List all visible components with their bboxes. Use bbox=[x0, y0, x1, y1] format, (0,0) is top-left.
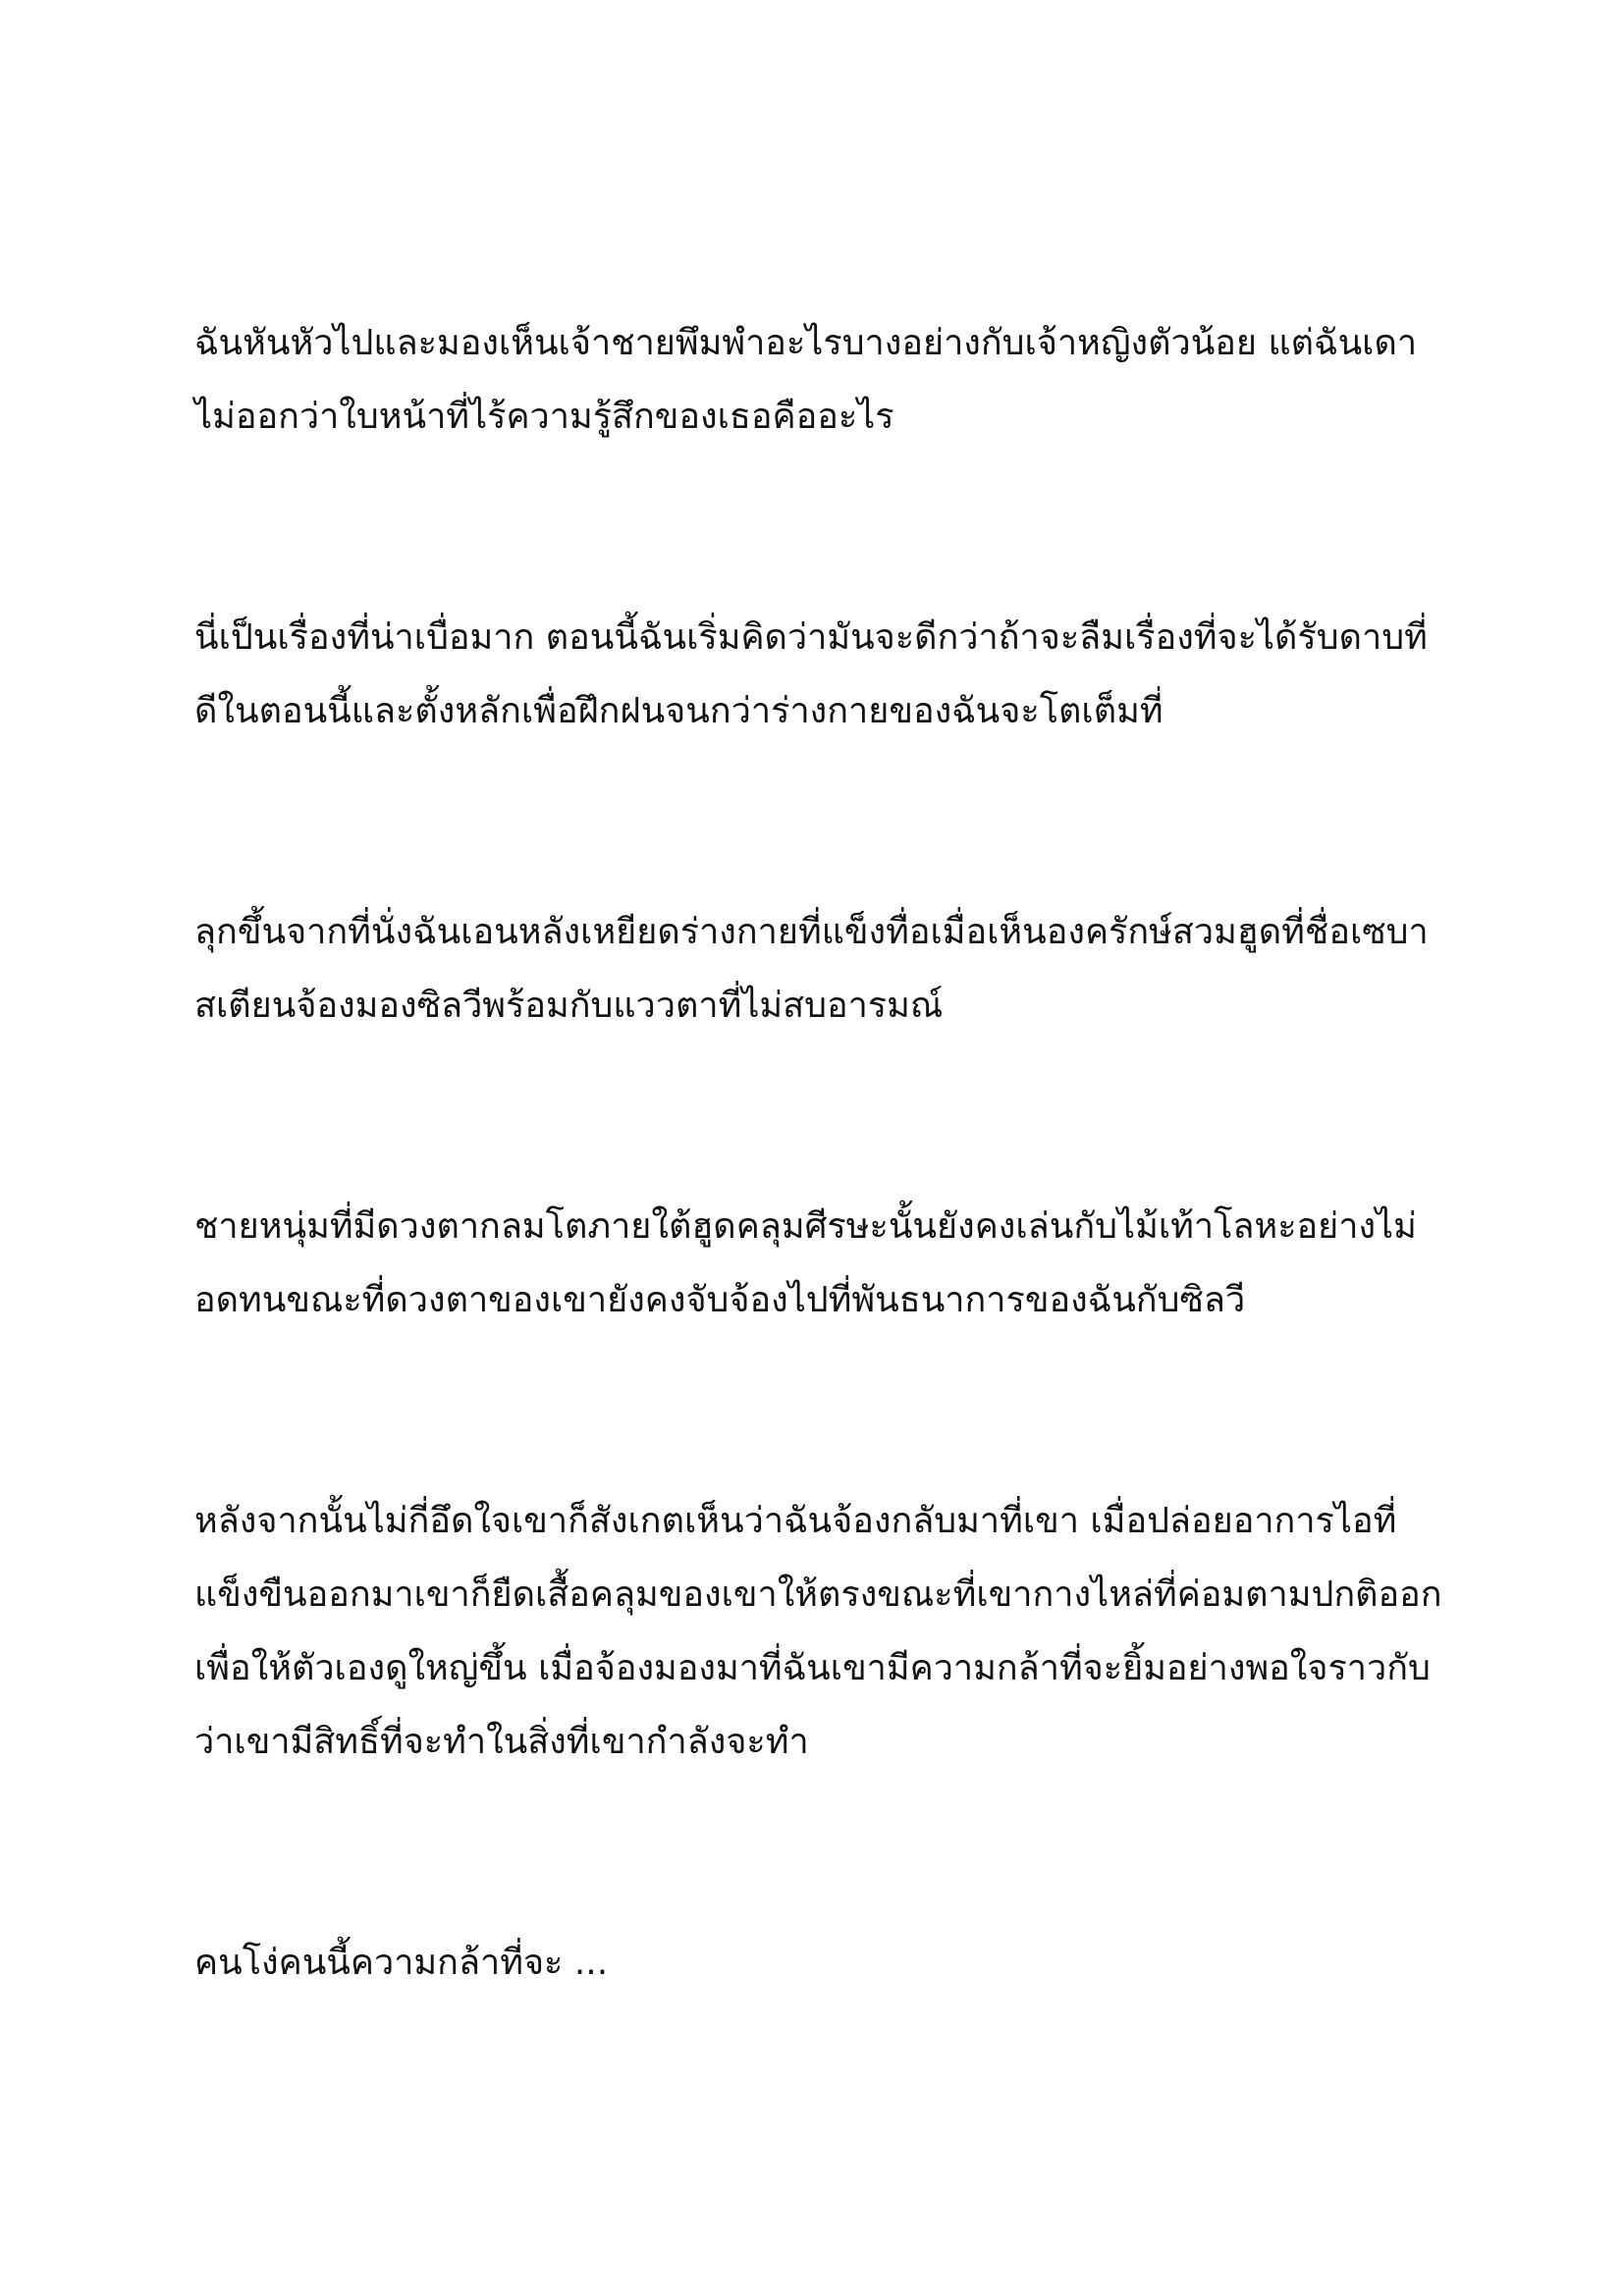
paragraph-4 bbox=[194, 1190, 1432, 1337]
paragraph-line: ลุกขึ้นจากที่นั่งฉันเอนหลังเหยียดร่างกายที่แข็งทื่อเมื่อเห็นองครักษ์สวมฮูดที่ชื่อเซบา bbox=[194, 912, 1429, 952]
paragraph-line: หลังจากนั้นไม่กี่อึดใจเขาก็สังเกตเห็นว่าฉันจ้องกลับมาที่เขา เมื่อปล่อยอาการไอที่ bbox=[194, 1501, 1397, 1541]
paragraph-1 bbox=[194, 306, 1432, 454]
paragraph-5 bbox=[194, 1484, 1442, 1779]
paragraph-line: ฉันหันหัวไปและมองเห็นเจ้าชายพึมพำอะไรบางอย่างกับเจ้าหญิงตัวน้อย แต่ฉันเดา bbox=[194, 323, 1418, 363]
paragraph-line: อดทนขณะที่ดวงตาของเขายังคงจับจ้องไปที่พันธนาการของฉันกับซิลวี bbox=[194, 1280, 1246, 1320]
paragraph-line: คนโง่คนนี้ความกล้าที่จะ ... bbox=[194, 1943, 609, 1983]
paragraph-2 bbox=[194, 601, 1432, 748]
paragraph-6 bbox=[194, 1926, 1432, 2000]
paragraph-line: ดีในตอนนี้และตั้งหลักเพื่อฝึกฝนจนกว่าร่างกายของฉันจะโตเต็มที่ bbox=[194, 691, 1164, 731]
paragraph-line: สเตียนจ้องมองซิลวีพร้อมกับแววตาที่ไม่สบอารมณ์ bbox=[194, 986, 944, 1026]
paragraph-3 bbox=[194, 895, 1432, 1042]
paragraph-line: ชายหนุ่มที่มีดวงตากลมโตภายใต้ฮูดคลุมศีรษะนั้นยังคงเล่นกับไม้เท้าโลหะอย่างไม่ bbox=[194, 1206, 1417, 1247]
paragraph-line: เพื่อให้ตัวเองดูใหญ่ขึ้น เมื่อจ้องมองมาที่ฉันเขามีความกล้าที่จะยิ้มอย่างพอใจราวกับ bbox=[194, 1648, 1431, 1688]
paragraph-line: นี่เป็นเรื่องที่น่าเบื่อมาก ตอนนี้ฉันเริ่มคิดว่ามันจะดีกว่าถ้าจะลืมเรื่องที่จะได้รับดาบที่ bbox=[194, 617, 1428, 658]
paragraph-line: แข็งขืนออกมาเขาก็ยืดเสื้อคลุมของเขาให้ตรงขณะที่เขากางไหล่ที่ค่อมตามปกติออก bbox=[194, 1575, 1442, 1615]
paragraph-line: ว่าเขามีสิทธิ์ที่จะทำในสิ่งที่เขากำลังจะทำ bbox=[194, 1722, 809, 1762]
paragraph-line: ไม่ออกว่าใบหน้าที่ไร้ความรู้สึกของเธอคืออะไร bbox=[194, 397, 894, 437]
document-body bbox=[194, 306, 1442, 2147]
